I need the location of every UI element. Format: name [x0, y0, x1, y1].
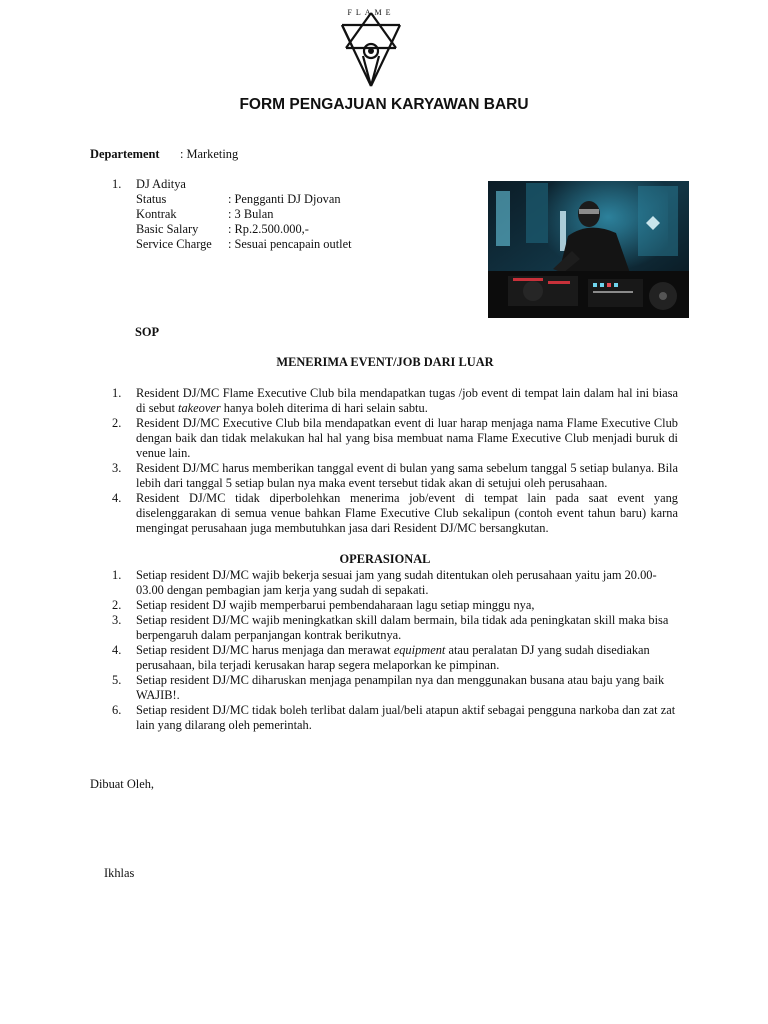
list-item — [112, 703, 678, 733]
list-item — [112, 643, 678, 673]
list-item-text: Resident DJ/MC Executive Club bila mendapatkan event di luar harap menjaga nama Flame Executive Club dengan baik dan tidak melakukan hal hal yang bisa membuat nama Flame Executive Club menjadi buruk di venue lain. — [136, 416, 678, 460]
text-run: atau peralatan DJ yang sudah disediakan perusahaan, bila terjadi kerusakan harap segera melaporkan ke pimpinan. — [136, 643, 650, 672]
list-item-number: 4. — [112, 491, 122, 505]
detail-row-salary — [136, 222, 309, 237]
signer-name: Ikhlas — [104, 866, 135, 880]
ops-rules-list — [112, 568, 678, 733]
department-value: : Marketing — [180, 147, 239, 161]
department-row — [90, 147, 238, 162]
event-section-heading: MENERIMA EVENT/JOB DARI LUAR — [276, 355, 494, 369]
list-item-text: Resident DJ/MC harus memberikan tanggal event di bulan yang sama sebelum tanggal 5 setiap bulanya. Bila lebih dari tanggal 5 setiap bulan nya maka event tersebut tidak akan di setujui oleh perusahaan. — [136, 461, 678, 490]
detail-key: Basic Salary — [136, 222, 199, 236]
list-item-text: Setiap resident DJ/MC wajib meningkatkan skill dalam bermain, bila tidak ada peningkatan skill maka bisa berpengaruh dalam perpanjangan kontrak berikutnya. — [136, 613, 669, 642]
employee-name: DJ Aditya — [136, 177, 186, 191]
detail-row-status — [136, 192, 341, 207]
list-item-text: Resident DJ/MC tidak diperbolehkan menerima job/event di tempat lain pada saat event yang diselenggarakan di semua venue bahkan Flame Executive Club sekalipun (contoh event tahun baru) karna mengingat perusahaan juga membutuhkan jasa dari Resident DJ/MC bersangkutan. — [136, 491, 678, 535]
list-item — [112, 568, 678, 598]
event-rules-list — [112, 386, 678, 536]
list-item-number: 1. — [112, 568, 122, 582]
text-run: hanya boleh diterima di hari selain sabtu. — [220, 401, 428, 415]
list-item-number: 3. — [112, 461, 122, 475]
dj-photo-image — [488, 181, 689, 318]
dj-performing-photo — [488, 181, 689, 318]
list-item-number: 1. — [112, 386, 122, 400]
detail-value: : Sesuai pencapain outlet — [228, 237, 352, 251]
list-item-text: Setiap resident DJ/MC tidak boleh terlibat dalam jual/beli atapun aktif sebagai pengguna narkoba dan zat zat lain yang dilarang oleh pemerintah. — [136, 703, 676, 732]
list-item — [112, 416, 678, 461]
logo-wordmark: FLAME — [347, 8, 395, 17]
list-item-number: 2. — [112, 416, 122, 430]
detail-value: : Pengganti DJ Djovan — [228, 192, 341, 206]
list-item — [112, 386, 678, 416]
detail-key: Status — [136, 192, 167, 206]
signed-by-label: Dibuat Oleh, — [90, 777, 155, 791]
detail-key: Kontrak — [136, 207, 177, 221]
detail-row-contract — [136, 207, 273, 222]
emphasis-text: takeover — [178, 401, 221, 415]
list-item-text: Setiap resident DJ/MC wajib bekerja sesuai jam yang sudah ditentukan oleh perusahaan yaitu jam 20.00-03.00 dengan pembagian jam kerja yang sudah di sepakati. — [136, 568, 657, 597]
list-item-number: 2. — [112, 598, 122, 612]
employee-number: 1. — [112, 177, 122, 191]
detail-value: : Rp.2.500.000,- — [228, 222, 309, 236]
ops-section-heading: OPERASIONAL — [339, 552, 431, 566]
list-item-text — [136, 386, 678, 416]
list-item-text — [136, 643, 678, 673]
list-item-text: Setiap resident DJ wajib memperbarui pembendaharaan lagu setiap minggu nya, — [136, 598, 535, 612]
text-run: Setiap resident DJ/MC harus menjaga dan merawat — [136, 643, 394, 657]
list-item — [112, 491, 678, 536]
list-item — [112, 598, 678, 613]
department-label: Departement — [90, 147, 160, 161]
form-title: FORM PENGAJUAN KARYAWAN BARU — [239, 96, 529, 113]
emphasis-text: equipment — [393, 643, 446, 657]
list-item — [112, 673, 678, 703]
flame-diamond-logo-icon — [336, 8, 406, 88]
list-item-number: 6. — [112, 703, 122, 717]
list-item-number: 5. — [112, 673, 122, 687]
sop-heading: SOP — [135, 325, 160, 339]
detail-key: Service Charge — [136, 237, 212, 251]
flame-logo — [336, 8, 406, 88]
detail-value: : 3 Bulan — [228, 207, 274, 221]
list-item-number: 4. — [112, 643, 122, 657]
list-item-number: 3. — [112, 613, 122, 627]
list-item-text: Setiap resident DJ/MC diharuskan menjaga penampilan nya dan menggunakan busana atau baju yang baik WAJIB!. — [136, 673, 665, 702]
text-run: Resident DJ/MC Flame Executive Club bila mendapatkan tugas /job event di tempat lain dalam hal ini biasa di sebut — [136, 386, 678, 415]
detail-row-service-charge — [136, 237, 352, 252]
list-item — [112, 461, 678, 491]
list-item — [112, 613, 678, 643]
